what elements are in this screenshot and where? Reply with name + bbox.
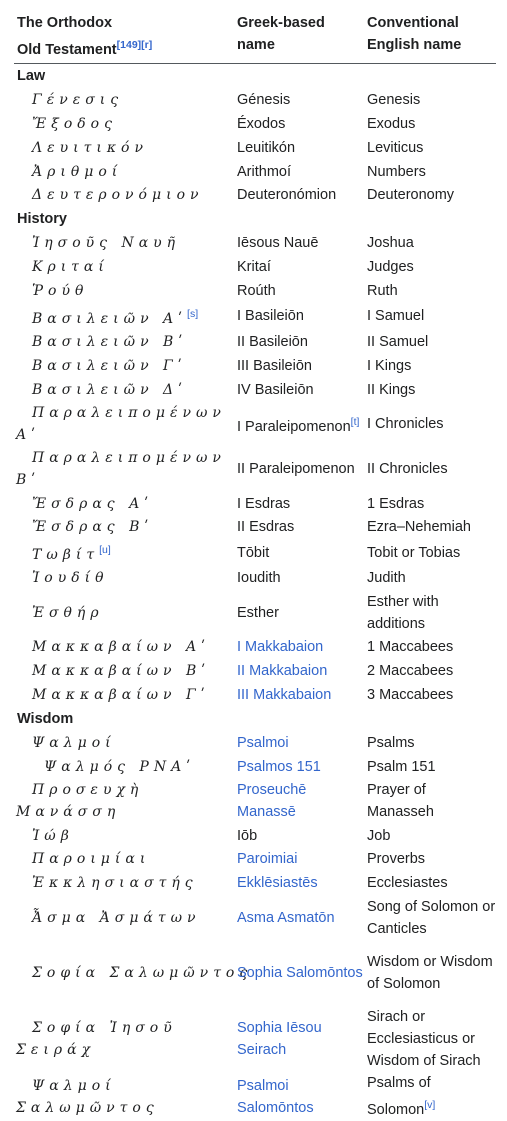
- greek-name: III Basileiōn: [237, 357, 312, 374]
- greek-title: Ἀριθμοί: [32, 163, 123, 180]
- table-row: [14, 779, 496, 824]
- english-name: II Chronicles: [367, 461, 448, 478]
- book-link[interactable]: Psalmoi: [237, 734, 289, 751]
- greek-title: Ἐσθήρ: [32, 604, 104, 621]
- greek-name-link: [234, 659, 364, 683]
- greek-text: Παραλειπομένων: [32, 450, 226, 467]
- greek-text-cont: Αʹ: [16, 427, 41, 444]
- greek-title: [14, 447, 234, 492]
- greek-title: Ἐκκλησιαστής: [32, 875, 198, 892]
- greek-name-link: [234, 731, 364, 755]
- english-name: Judges: [367, 259, 414, 276]
- greek-name: II Esdras: [237, 519, 295, 536]
- greek-name: Ioudith: [237, 570, 281, 587]
- english-name: II Kings: [367, 381, 416, 398]
- english-text-cont: Manasseh: [367, 804, 434, 821]
- greek-name: Arithmoí: [237, 163, 291, 180]
- greek-title: [14, 303, 234, 330]
- english-text: Prayer of: [367, 782, 426, 799]
- greek-title: Βασιλειῶν Βʹ: [32, 333, 188, 350]
- english-name: I Chronicles: [367, 416, 444, 433]
- english-name: Proverbs: [367, 851, 426, 868]
- english-name: Deuteronomy: [367, 187, 455, 204]
- english-name: Esther with additions: [367, 593, 439, 632]
- book-link-cont[interactable]: Manassē: [237, 804, 296, 821]
- greek-name: Éxodos: [237, 115, 286, 132]
- greek-name: Iōb: [237, 827, 258, 844]
- table-row: [14, 683, 496, 707]
- greek-name: Roúth: [237, 282, 276, 299]
- english-name: I Samuel: [367, 308, 425, 325]
- footnote-ref[interactable]: [v]: [424, 1099, 436, 1112]
- english-name: Leviticus: [367, 139, 424, 156]
- footnote-ref[interactable]: [u]: [99, 544, 111, 557]
- english-name: Ecclesiastes: [367, 875, 448, 892]
- table-row: [14, 447, 496, 492]
- greek-name-link: [234, 871, 364, 895]
- english-text-cont: Solomon: [367, 1102, 425, 1119]
- table-row: [14, 515, 496, 539]
- footnote-ref[interactable]: [s]: [187, 307, 199, 320]
- english-name: [364, 779, 496, 824]
- english-name: [364, 1072, 496, 1121]
- greek-title: [14, 1072, 234, 1121]
- greek-title: Ἰώβ: [32, 827, 74, 844]
- table-row: [14, 847, 496, 871]
- header-greek-line1: Greek-based: [237, 15, 325, 31]
- english-name: I Kings: [367, 357, 412, 374]
- english-name: Genesis: [367, 91, 421, 108]
- greek-title: Ἆσμα Ἀσμάτων: [32, 909, 201, 926]
- greek-title: Μακκαβαίων Αʹ: [32, 639, 211, 656]
- book-link[interactable]: Paroimiai: [237, 851, 298, 868]
- greek-title: [14, 539, 234, 566]
- book-link[interactable]: II Makkabaion: [237, 663, 328, 680]
- section-row-history: [14, 207, 496, 231]
- table-row: [14, 731, 496, 755]
- table-row: [14, 492, 496, 516]
- greek-title: [14, 402, 234, 447]
- english-name: Psalms: [367, 734, 415, 751]
- greek-text: Βασιλειῶν Αʹ: [32, 310, 188, 327]
- greek-name-link: [234, 1072, 364, 1121]
- table-row: [14, 402, 496, 447]
- book-link[interactable]: Ekklēsiastēs: [237, 875, 318, 892]
- greek-text-cont: Σειράχ: [16, 1042, 96, 1059]
- book-link[interactable]: Asma Asmatōn: [237, 909, 335, 926]
- greek-text-cont: Μανάσση: [16, 804, 121, 821]
- section-law: Law: [17, 67, 46, 84]
- greek-name: Iēsous Nauē: [237, 235, 319, 252]
- greek-name-link: [234, 779, 364, 824]
- english-name: 1 Maccabees: [367, 639, 454, 656]
- english-name: Exodus: [367, 115, 416, 132]
- header-orthodox-line2: Old Testament: [17, 42, 117, 58]
- table-row: [14, 635, 496, 659]
- table-row: [14, 871, 496, 895]
- table-row: [14, 255, 496, 279]
- table-row: [14, 755, 496, 779]
- english-name: Ezra–Nehemiah: [367, 519, 471, 536]
- greek-name: Tōbit: [237, 544, 270, 561]
- greek-name-link: [234, 1006, 364, 1072]
- footnote-ref[interactable]: [t]: [350, 415, 360, 428]
- english-name: Sirach or Ecclesiasticus or Wisdom of Sirach: [367, 1009, 481, 1070]
- greek-title: Ψαλμός ΡΝΑʹ: [44, 758, 196, 775]
- book-link[interactable]: I Makkabaion: [237, 639, 324, 656]
- section-row-law: [14, 64, 496, 88]
- book-link[interactable]: Psalmoi: [237, 1077, 289, 1094]
- greek-name-link: [234, 755, 364, 779]
- greek-text-cont: Βʹ: [16, 472, 41, 489]
- greek-title: [14, 1006, 234, 1072]
- greek-text: Ψαλμοί: [32, 1077, 116, 1094]
- greek-title: Ῥούθ: [32, 282, 89, 299]
- greek-name: [234, 402, 364, 447]
- greek-name: Esther: [237, 604, 279, 621]
- section-wisdom: Wisdom: [17, 710, 74, 727]
- english-name: Job: [367, 827, 391, 844]
- greek-name: IV Basileiōn: [237, 381, 314, 398]
- greek-name: II Paraleipomenon: [237, 461, 355, 478]
- english-name: Ruth: [367, 282, 398, 299]
- book-link[interactable]: Proseuchē: [237, 782, 307, 799]
- book-link-cont[interactable]: Salomōntos: [237, 1099, 314, 1116]
- english-text: Psalms of: [367, 1075, 431, 1092]
- greek-name: I Basileiōn: [237, 308, 304, 325]
- greek-text: Τωβίτ: [32, 547, 100, 564]
- table-row: [14, 824, 496, 848]
- greek-name: Génesis: [237, 91, 291, 108]
- greek-title: Κριταί: [32, 259, 109, 276]
- books-table: [14, 8, 496, 1121]
- greek-text: Σοφία Ἰησοῦ: [32, 1020, 177, 1037]
- english-name: Joshua: [367, 235, 414, 252]
- greek-title: Δευτερονόμιον: [32, 187, 204, 204]
- greek-name-link: [234, 895, 364, 940]
- greek-name: Deuteronómion: [237, 187, 337, 204]
- greek-title: Γένεσις: [32, 91, 124, 108]
- table-row: [14, 330, 496, 354]
- greek-title: Ψαλμοί: [32, 734, 116, 751]
- greek-title: Ἔξοδος: [32, 115, 117, 132]
- book-link[interactable]: Sophia Salomōntos: [237, 965, 363, 982]
- table-row: [14, 378, 496, 402]
- greek-name-text: I Paraleipomenon: [237, 418, 351, 435]
- greek-title: Μακκαβαίων Γʹ: [32, 686, 210, 703]
- table-row: [14, 231, 496, 255]
- english-name: 1 Esdras: [367, 495, 425, 512]
- greek-text-cont: Σαλωμῶντος: [16, 1099, 159, 1116]
- header-greek-line2: name: [237, 37, 275, 53]
- book-link[interactable]: III Makkabaion: [237, 686, 332, 703]
- section-history: History: [17, 211, 67, 228]
- greek-title: [14, 779, 234, 824]
- header-orthodox-line1: The Orthodox: [17, 15, 113, 31]
- header-greek-name: [234, 8, 364, 64]
- greek-title: Λευιτικόν: [32, 139, 148, 156]
- table-row: [14, 566, 496, 590]
- greek-title: Βασιλειῶν Δʹ: [32, 381, 188, 398]
- header-orthodox: [14, 8, 234, 64]
- table-row: [14, 590, 496, 635]
- greek-title: Ἰουδίθ: [32, 570, 109, 587]
- greek-text: Παραλειπομένων: [32, 405, 226, 422]
- greek-name: I Esdras: [237, 495, 291, 512]
- greek-title: Παροιμίαι: [32, 851, 151, 868]
- english-name: Tobit or Tobias: [367, 544, 461, 561]
- greek-name-link: [234, 847, 364, 871]
- english-name: 2 Maccabees: [367, 663, 454, 680]
- header-row: [14, 8, 496, 64]
- table-row: [14, 1072, 496, 1121]
- greek-title: Ἔσδρας Βʹ: [32, 519, 154, 536]
- greek-name: II Basileiōn: [237, 333, 308, 350]
- header-english-name: [364, 8, 496, 64]
- english-name: Song of Solomon or Canticles: [367, 898, 496, 937]
- table-row: [14, 539, 496, 566]
- english-name: Wisdom or Wisdom of Solomon: [367, 954, 493, 993]
- greek-title: Ἰησοῦς Ναυῆ: [32, 235, 181, 252]
- table-row: [14, 88, 496, 112]
- table-row: [14, 160, 496, 184]
- table-row: [14, 136, 496, 160]
- table-row: [14, 1006, 496, 1072]
- greek-title: Μακκαβαίων Βʹ: [32, 663, 211, 680]
- greek-text: Προσευχὴ: [32, 782, 144, 799]
- english-name: Numbers: [367, 163, 426, 180]
- greek-title: Σοφία Σαλωμῶντος: [32, 965, 253, 982]
- greek-name-link: [234, 635, 364, 659]
- greek-name-link: [234, 940, 364, 1006]
- header-english-line2: English name: [367, 37, 462, 53]
- greek-title: Ἔσδρας Αʹ: [32, 495, 154, 512]
- header-orthodox-ref[interactable]: [149][r]: [116, 39, 153, 51]
- section-row-wisdom: [14, 707, 496, 731]
- greek-title: Βασιλειῶν Γʹ: [32, 357, 187, 374]
- header-english-line1: Conventional: [367, 15, 459, 31]
- book-link[interactable]: Sophia Iēsou Seirach: [237, 1020, 322, 1059]
- table-row: [14, 895, 496, 940]
- english-name: Psalm 151: [367, 758, 436, 775]
- table-row: [14, 940, 496, 1006]
- table-row: [14, 659, 496, 683]
- table-row: [14, 303, 496, 330]
- greek-name: Leuitikón: [237, 139, 296, 156]
- english-name: Judith: [367, 570, 406, 587]
- table-row: [14, 112, 496, 136]
- greek-name: Kritaí: [237, 259, 271, 276]
- table-row: [14, 354, 496, 378]
- english-name: 3 Maccabees: [367, 686, 454, 703]
- english-name: II Samuel: [367, 333, 429, 350]
- greek-name-link: [234, 683, 364, 707]
- table-row: [14, 279, 496, 303]
- book-link[interactable]: Psalmos 151: [237, 758, 321, 775]
- table-row: [14, 183, 496, 207]
